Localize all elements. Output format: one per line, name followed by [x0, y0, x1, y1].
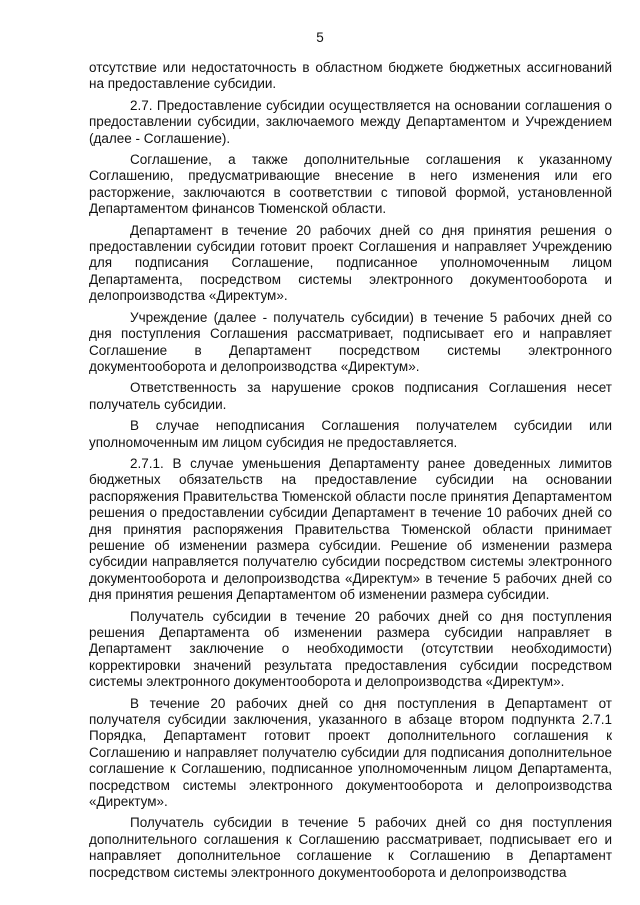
paragraph-2-7-1: 2.7.1. В случае уменьшения Департаменту ранее доведенных лимитов бюджетных обязательств на предоставление субсидии на основании распоряжения Правительства Тюменской области после принятия Департаментом решения о предоставлении субсидии Департамент в течение 10 рабочих дней со дня принятия распоряжения Правительства Тюменской области принимает решение об изменении размера субсидии. Решение об изменении размера субсидии направляется получателю субсидии посредством системы электронного документооборота и делопроизводства «Директум» в течение 5 рабочих дней со дня принятия решения Департаментом об изменении размера субсидии.	[89, 455, 612, 603]
paragraph-department-prepares: Департамент в течение 20 рабочих дней со дня принятия решения о предоставлении субсидии готовит проект Соглашения и направляет Учреждению для подписания Соглашение, подписанное уполномоченным лицом Департамента, посредством системы электронного документооборота и делопроизводства «Директум».	[89, 222, 612, 304]
paragraph-responsibility: Ответственность за нарушение сроков подписания Соглашения несет получатель субсидии.	[89, 380, 612, 412]
paragraph-2-7: 2.7. Предоставление субсидии осуществляется на основании соглашения о предоставлении субсидии, заключаемого между Департаментом и Учреждением (далее - Соглашение).	[89, 97, 612, 146]
paragraph-additional-agreement: В течение 20 рабочих дней со дня поступления в Департамент от получателя субсидии заключения, указанного в абзаце втором подпункта 2.7.1 Порядка, Департамент готовит проект дополнительного соглашения к Соглашению и направляет получателю субсидии для подписания дополнительное соглашение к Соглашению, подписанное уполномоченным лицом Департамента, посредством системы электронного документооборота и делопроизводства «Директум».	[89, 695, 612, 810]
paragraph-agreement-form: Соглашение, а также дополнительные соглашения к указанному Соглашению, предусматривающие внесение в него изменения или его расторжение, заключаются в соответствии с типовой формой, установленной Департаментом финансов Тюменской области.	[89, 152, 612, 217]
paragraph-continued: отсутствие или недостаточность в областном бюджете бюджетных ассигнований на предоставление субсидии.	[89, 60, 612, 92]
document-body	[89, 60, 612, 886]
paragraph-recipient-conclusion: Получатель субсидии в течение 20 рабочих дней со дня поступления решения Департамента об изменении размера субсидии направляет в Департамент заключение о необходимости (отсутствии необходимости) корректировки значений результата предоставления субсидии посредством системы электронного документооборота и делопроизводства «Директум».	[89, 608, 612, 690]
paragraph-recipient-signs-additional: Получатель субсидии в течение 5 рабочих дней со дня поступления дополнительного соглашения к Соглашению рассматривает, подписывает его и направляет дополнительное соглашение к Соглашению в Департамент посредством системы электронного документооборота и делопроизводства	[89, 815, 612, 880]
page-number: 5	[316, 30, 324, 45]
paragraph-not-signed: В случае неподписания Соглашения получателем субсидии или уполномоченным им лицом субсидия не предоставляется.	[89, 418, 612, 450]
paragraph-institution-signs: Учреждение (далее - получатель субсидии) в течение 5 рабочих дней со дня поступления Соглашения рассматривает, подписывает его и направляет Соглашение в Департамент посредством системы электронного документооборота и делопроизводства «Директум».	[89, 309, 612, 374]
